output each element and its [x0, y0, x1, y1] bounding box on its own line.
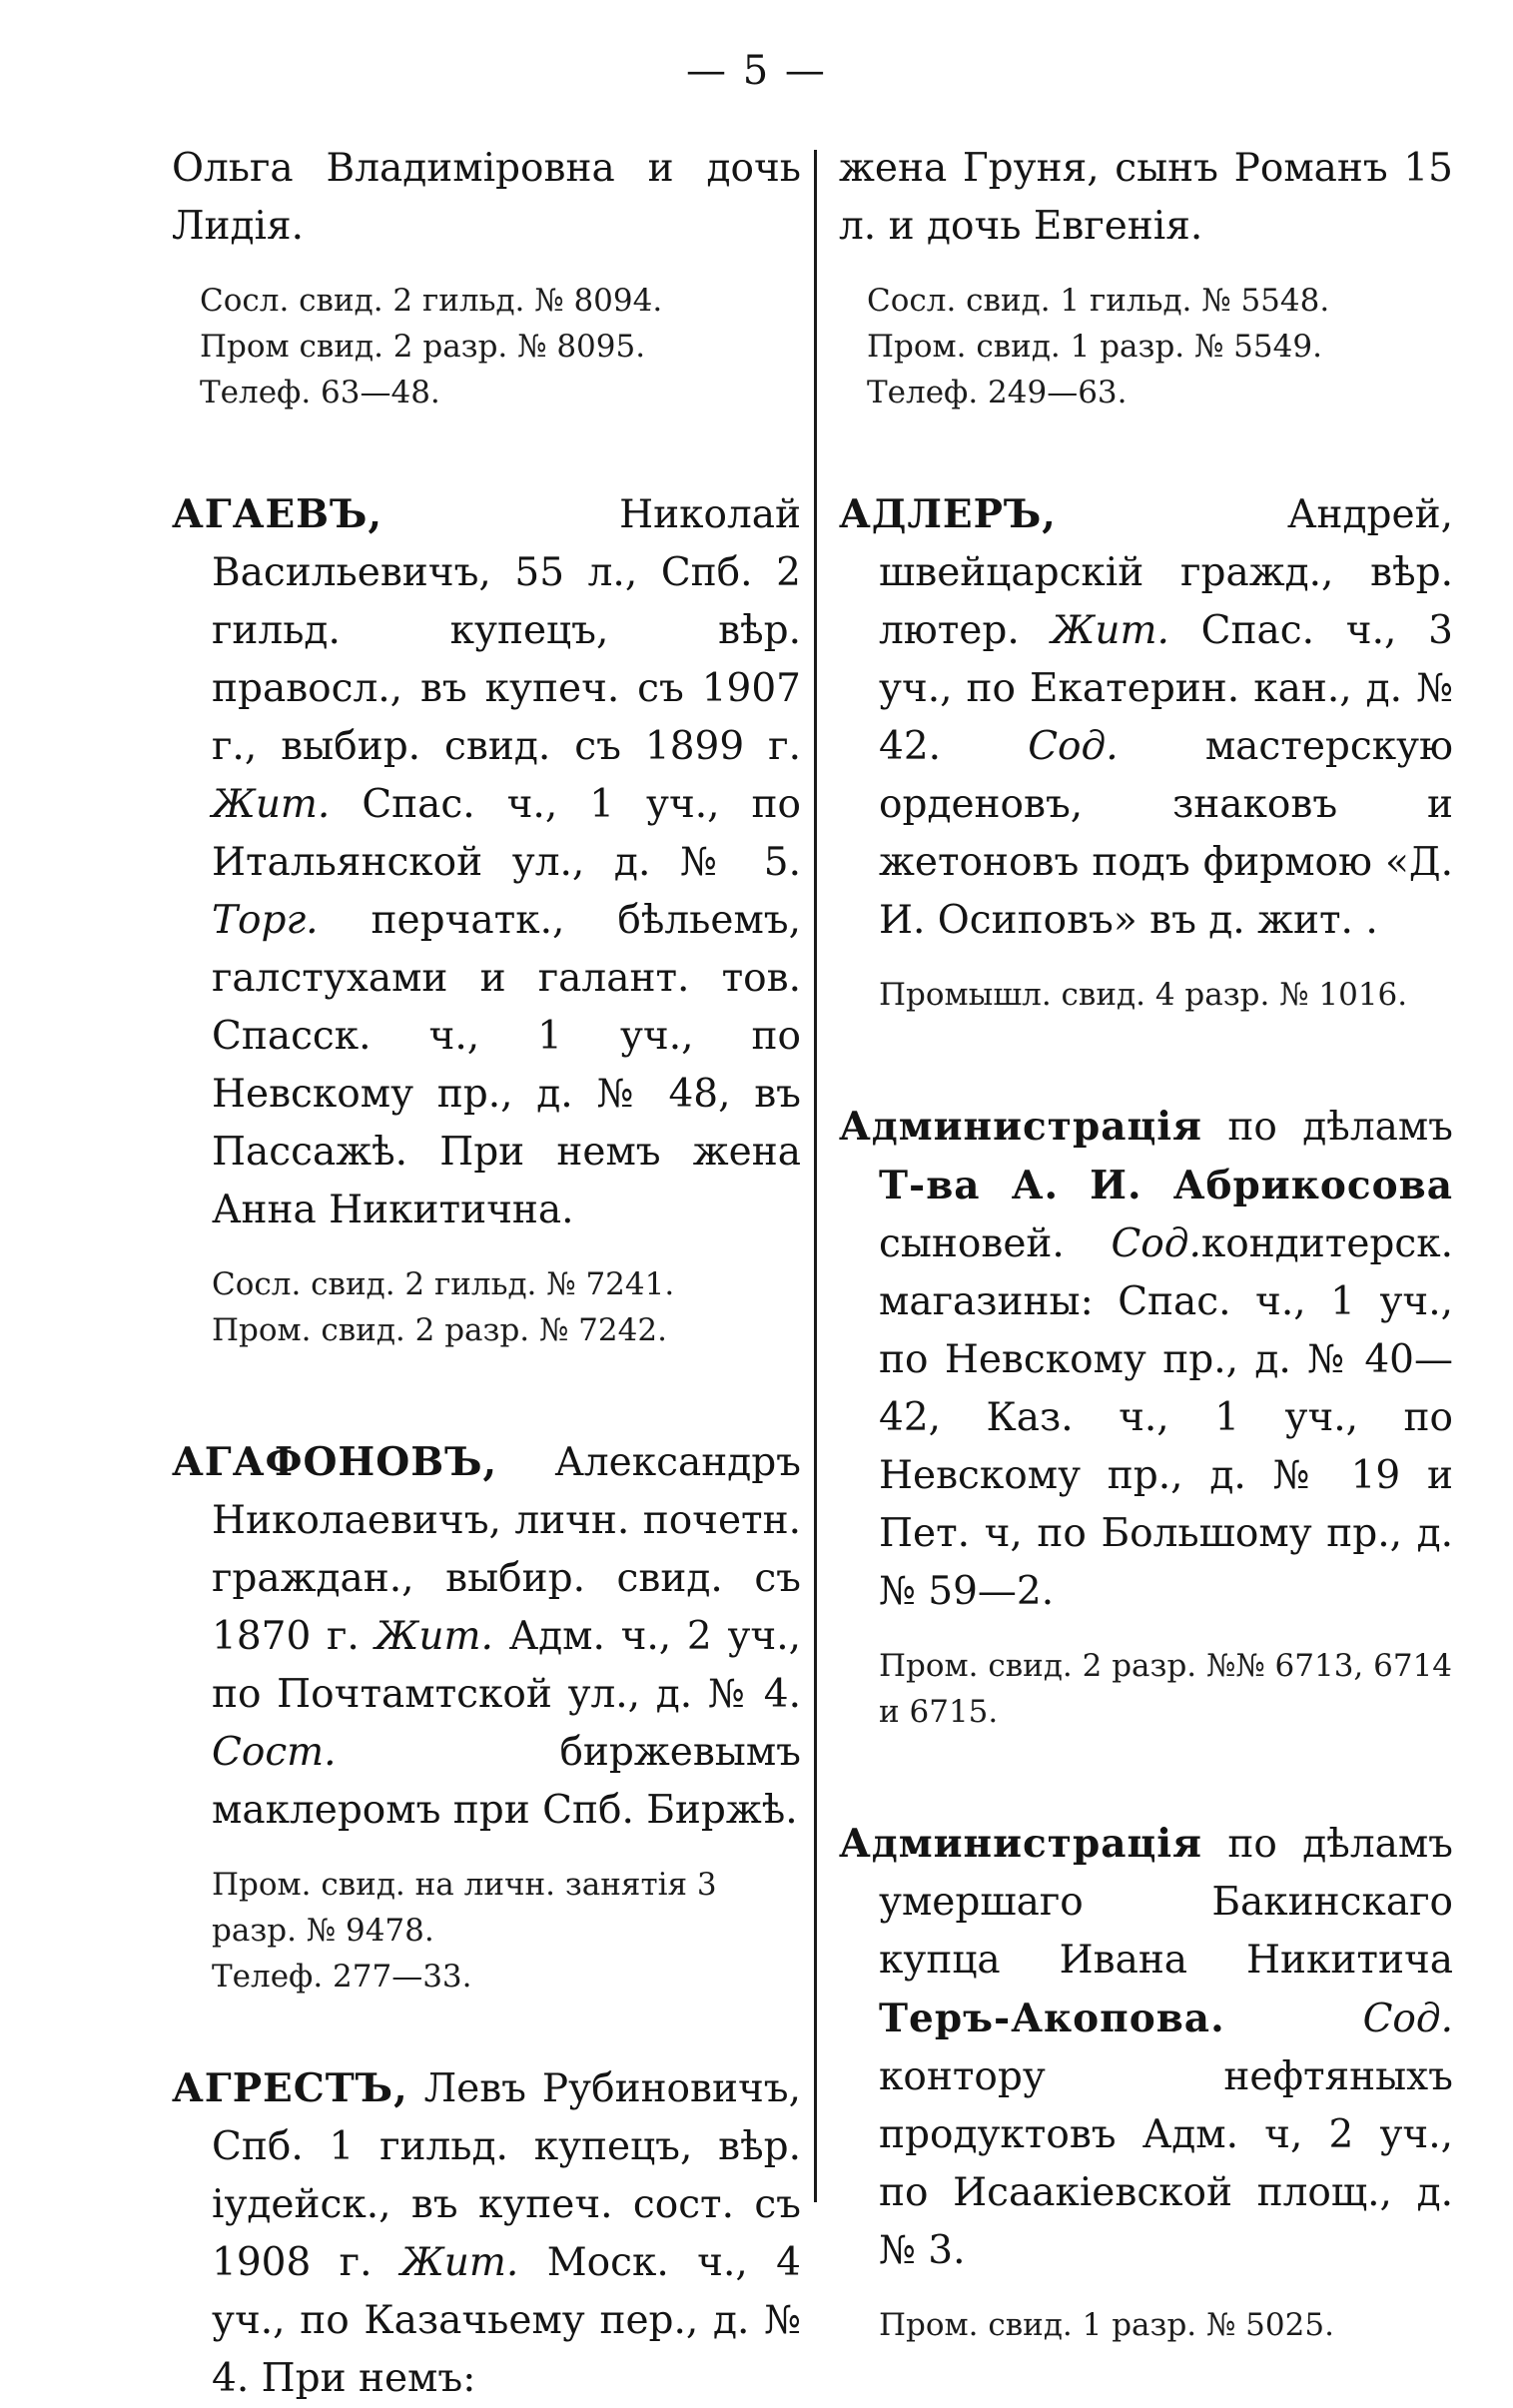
entry-note: Пром. свид. на личн. занятія 3 разр. № 9478.: [212, 1867, 717, 1949]
entry-italic: Сод.: [1111, 1221, 1201, 1266]
entry-text: Левъ Рубиновичъ, Спб. 1 гильд. купецъ, вѣр. іудейск., въ купеч. сост. съ 1908 г.: [212, 2066, 801, 2285]
entry-ter-akopov: [839, 1815, 1453, 2348]
entry-note: Сосл. свид. 1 гильд. № 5548.: [867, 283, 1330, 319]
entry-note: Пром. свид. 2 разр. №№ 6713, 6714 и 6715.: [879, 1648, 1453, 1730]
entry-text: Спас. ч., 1 уч., по Итальянской ул., д. № 5.: [212, 782, 801, 885]
entry-note: Пром. свид. 1 разр. № 5025.: [879, 2307, 1334, 2343]
entry-note: Сосл. свид. 2 гильд. № 8094.: [200, 283, 663, 319]
entry-heading: Администрація: [839, 1104, 1202, 1150]
entry-surname: АГАЕВЪ,: [172, 491, 383, 537]
continued-entry-left: [172, 140, 801, 415]
entry-italic: Жит.: [375, 1614, 493, 1659]
entry-text: перчатк., бѣльемъ, галстухами и галант. тов. Спасск. ч., 1 уч., по Невскому пр., д. № 48, въ Пассажѣ. При немъ жена Анна Никитична.: [212, 898, 801, 1232]
left-column: [172, 140, 801, 2408]
entry-text: кондитерск. магазины: Спас. ч., 1 уч., по Невскому пр., д. № 40—42, Каз. ч., 1 уч., по Невскому пр., д. № 19 и Пет. ч, по Большому пр., д. № 59—2.: [879, 1221, 1453, 1614]
entry-text: сыновей.: [879, 1221, 1112, 1266]
entry-italic: Сод.: [1362, 1997, 1453, 2041]
entry-note: Пром свид. 2 разр. № 8095.: [200, 329, 646, 365]
entry-italic: Сост.: [212, 1730, 337, 1775]
entry-italic: Жит.: [399, 2240, 519, 2285]
column-divider: [814, 150, 817, 2202]
entry-italic: Жит.: [212, 782, 331, 827]
entry-text: контору нефтяныхъ продуктовъ Адм. ч, 2 уч., по Исаакіевской площ., д. № 3.: [879, 2054, 1453, 2273]
entry-agaev: [172, 485, 801, 1353]
entry-note: Телеф. 249—63.: [867, 375, 1128, 410]
entry-text: Адм. ч., 2 уч., по Почтамтской ул., д. № 4.: [212, 1614, 801, 1717]
entry-text: жена Груня, сынъ Романъ 15 л. и дочь Евгенія.: [839, 146, 1453, 249]
entry-note: Сосл. свид. 2 гильд. № 7241.: [212, 1266, 675, 1302]
entry-abrikosov: [839, 1098, 1453, 1735]
continued-entry-right: [839, 140, 1453, 415]
entry-note: Пром. свид. 1 разр. № 5549.: [867, 329, 1322, 365]
entry-text: по дѣламъ умершаго Бакинскаго купца Ивана Никитича: [879, 1822, 1453, 1983]
entry-note: Пром. свид. 2 разр. № 7242.: [212, 1312, 667, 1348]
entry-heading: Администрація: [839, 1821, 1202, 1867]
entry-text: по дѣламъ: [1201, 1105, 1453, 1150]
right-column: [839, 140, 1453, 2348]
entry-note: Телеф. 63—48.: [200, 375, 440, 410]
page-number: — 5 —: [686, 48, 827, 94]
entry-surname: АГАФОНОВЪ,: [172, 1439, 498, 1485]
entry-agafonov: [172, 1433, 801, 2000]
entry-text: Ольга Владиміровна и дочь Лидія.: [172, 146, 801, 249]
entry-surname: Теръ-Акопова.: [879, 1996, 1225, 2041]
entry-text: Николай Васильевичъ, 55 л., Спб. 2 гильд. купецъ, вѣр. правосл., въ купеч. съ 1907 г., выбир. свид. съ 1899 г.: [212, 492, 801, 769]
entry-text: биржевымъ маклеромъ при Спб. Биржѣ.: [212, 1730, 801, 1833]
entry-surname: АДЛЕРЪ,: [839, 491, 1057, 537]
entry-text: Александръ Николаевичъ, личн. почетн. граждан., выбир. свид. съ 1870 г.: [212, 1440, 801, 1659]
entry-text: мастерскую орденовъ, знаковъ и жетоновъ подъ фирмою «Д. И. Осиповъ» въ д. жит. .: [879, 724, 1453, 943]
entry-text: Моск. ч., 4 уч., по Казачьему пер., д. № 4. При немъ:: [212, 2240, 801, 2401]
entry-agrest: [172, 2059, 801, 2408]
entry-italic: Сод.: [1028, 724, 1119, 769]
entry-company: Т-ва А. И. Абрикосова: [879, 1163, 1453, 1208]
entry-italic: Жит.: [1051, 608, 1169, 653]
entry-adler: [839, 485, 1453, 1018]
entry-note: Телеф. 277—33.: [212, 1959, 472, 1995]
entry-note: Промышл. свид. 4 разр. № 1016.: [879, 977, 1408, 1013]
entry-surname: АГРЕСТЪ,: [172, 2065, 408, 2111]
entry-italic: Торг.: [212, 898, 319, 943]
entry-text: Спас. ч., 3 уч., по Екатерин. кан., д. № 42.: [879, 608, 1453, 769]
entry-text: Андрей, швейцарскій гражд., вѣр. лютер.: [879, 492, 1453, 653]
